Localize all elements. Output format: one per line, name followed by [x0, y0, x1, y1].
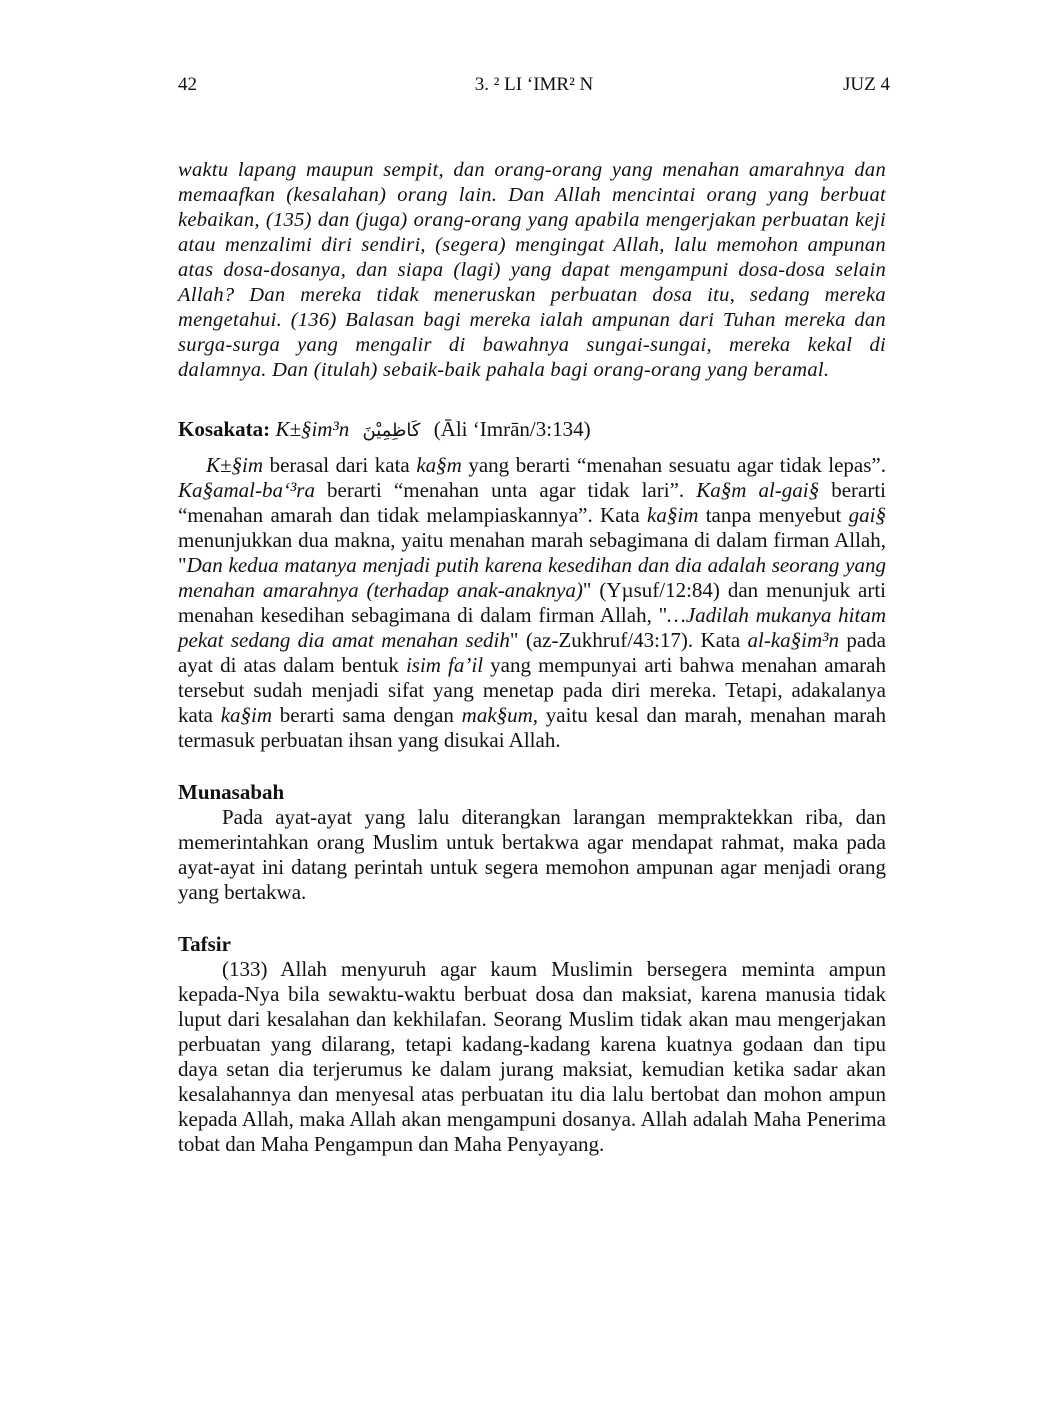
quote-zukhruf: …Jadilah mukanya hitam pekat sedang dia amat menahan sedih — [178, 603, 886, 652]
text-segment: " (Yµsuf/12:84) dan menunjuk arti menahan kesedihan sebagimana di dalam firman Allah, " — [178, 578, 886, 627]
vocabulary-arabic: كَاظِمِيْنَ — [362, 420, 421, 441]
tafsir-heading: Tafsir — [178, 932, 231, 956]
term-kazamal-bair: Ka§amal-ba‘³ra — [178, 478, 315, 502]
tafsir-paragraph: (133) Allah menyuruh agar kaum Muslimin bersegera meminta ampun kepada-Nya bila sewaktu-waktu berbuat dosa dan maksiat, karena manusia tidak luput dari kesalahan dan kekhilafan. Seorang Muslim tidak akan mau mengerjakan perbuatan yang dilarang, tetapi kadang-kadang karena kuatnya godaan dan tipu daya setan dia terjerumus ke dalam jurang maksiat, kemudian ketika sadar akan kesalahannya dan menyesal atas perbuatan itu dia lalu bertobat dan mohon ampun kepada Allah, maka Allah akan mengampuni dosanya. Allah adalah Maha Penerima tobat dan Maha Pengampun dan Maha Penyayang. — [178, 957, 886, 1156]
juz-label: JUZ 4 — [843, 74, 890, 95]
term-kazim: ka§im — [220, 703, 273, 727]
text-segment: tanpa menyebut — [698, 503, 849, 527]
munasabah-heading: Munasabah — [178, 780, 285, 804]
text-segment: yaitu kesal dan marah, menahan marah termasuk perbuatan ihsan yang disukai Allah. — [178, 703, 886, 752]
vocabulary-term: K±§im³n — [275, 417, 350, 441]
munasabah-paragraph: Pada ayat-ayat yang lalu diterangkan larangan mempraktekkan riba, dan memerintahkan orang Muslim untuk bertakwa agar mendapat rahmat, maka pada ayat-ayat ini datang perintah untuk segera memohon ampunan agar menjadi orang yang bertakwa. — [178, 805, 886, 904]
vocabulary-paragraph — [178, 453, 886, 753]
term-gaiz: gai§ — [848, 503, 887, 527]
running-head — [178, 72, 890, 98]
text-segment: berarti “menahan amarah dan tidak melampiaskannya”. Kata — [178, 478, 886, 527]
page-content — [178, 158, 886, 1157]
term-isim-fail: isim fa’il — [405, 653, 484, 677]
page-number: 42 — [178, 74, 197, 95]
verse-translation: waktu lapang maupun sempit, dan orang-orang yang menahan amarahnya dan memaafkan (kesalahan) orang lain. Dan Allah mencintai orang yang berbuat kebaikan, (135) dan (juga) orang-orang yang apabila mengerjakan perbuatan keji atau menzalimi diri sendiri, (segera) mengingat Allah, lalu memohon ampunan atas dosa-dosanya, dan siapa (lagi) yang dapat mengampuni dosa-dosa selain Allah? Dan mereka tidak meneruskan perbuatan dosa itu, sedang mereka mengetahui. (136) Balasan bagi mereka ialah ampunan dari Tuhan mereka dan surga-surga yang mengalir di bawahnya sungai-sungai, mereka kekal di dalamnya. Dan (itulah) sebaik-baik pahala bagi orang-orang yang beramal. — [178, 159, 886, 381]
vocabulary-heading — [178, 415, 886, 445]
term-kazm-al-gaiz: Ka§m al-gai§ — [696, 478, 820, 502]
text-segment: berarti sama dengan — [272, 703, 462, 727]
text-segment: yang mempunyai arti bahwa menahan amarah tersebut sudah menjadi sifat yang menetap pada diri mereka. Tetapi, adakalanya kata — [178, 653, 886, 727]
vocabulary-label: Kosakata: — [178, 417, 271, 441]
text-segment: berarti “menahan unta agar tidak lari”. — [314, 478, 697, 502]
surah-title: 3. ² LI ‘IMR² N — [474, 74, 594, 95]
quote-yusuf: Dan kedua matanya menjadi putih karena kesedihan dan dia adalah seorang yang menahan amarahnya (terhadap anak-anaknya) — [178, 553, 886, 602]
text-segment: berasal dari kata — [263, 453, 417, 477]
text-segment: yang berarti “menahan sesuatu agar tidak lepas”. — [461, 453, 887, 477]
text-segment: pada ayat di atas dalam bentuk — [178, 628, 886, 677]
term-kazim: ka§im — [647, 503, 699, 527]
text-segment: menunjukkan dua makna, yaitu menahan marah sebagimana di dalam firman Allah, " — [178, 528, 886, 577]
text-segment: " (az-Zukhruf/43:17). Kata — [509, 628, 748, 652]
term-kazim: K±§im — [206, 453, 264, 477]
term-al-kazimin: al-ka§im³n — [747, 628, 839, 652]
term-makzum: mak§um, — [461, 703, 539, 727]
vocabulary-reference: (Āli ‘Imrān/3:134) — [433, 417, 591, 441]
term-kazm: ka§m — [416, 453, 462, 477]
